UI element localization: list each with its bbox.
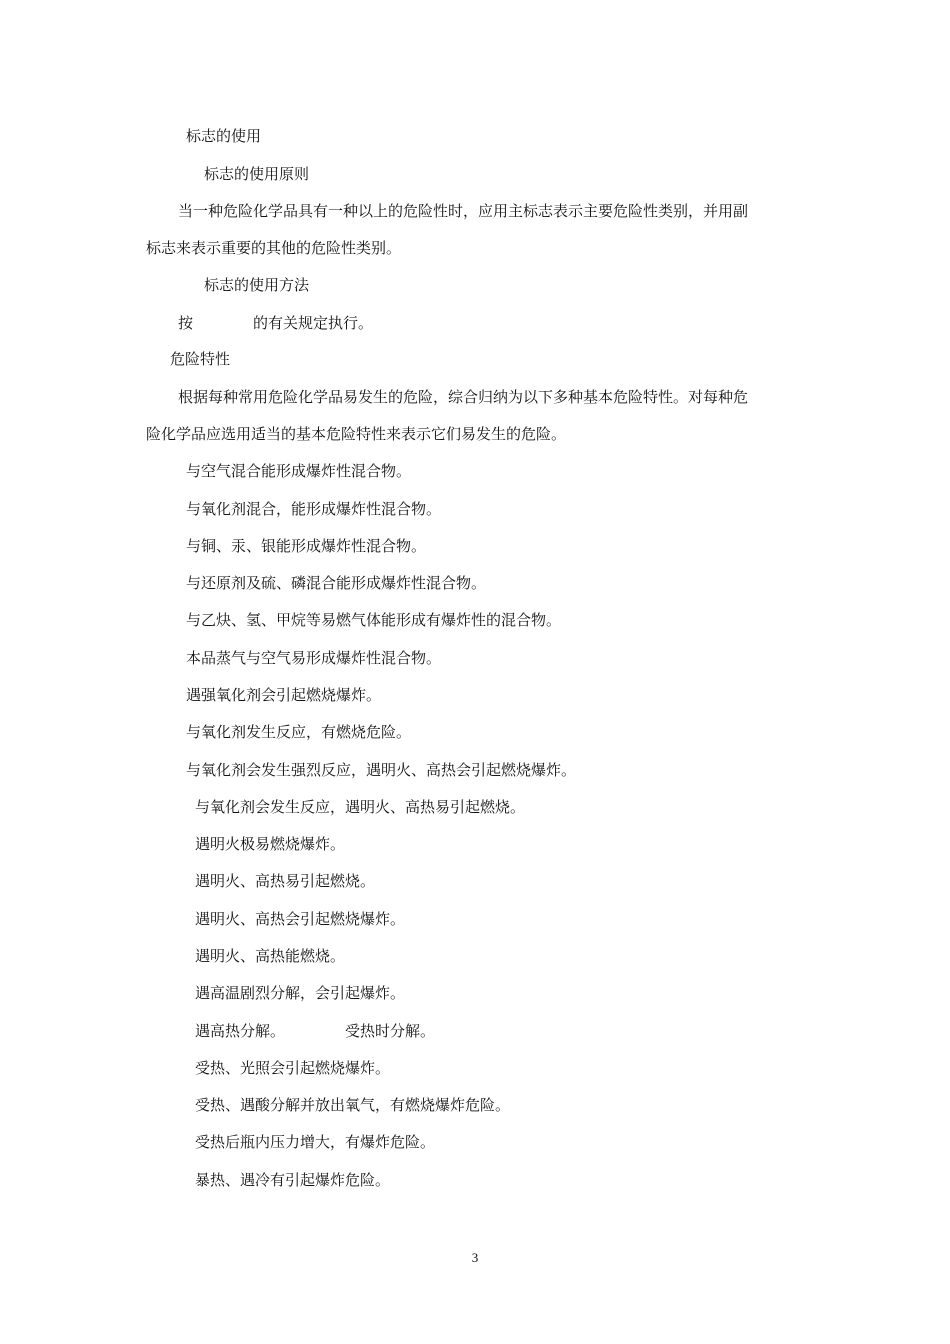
paragraph-principle-line-2: 标志来表示重要的其他的危险性类别。 — [146, 239, 402, 257]
hazard-item: 遇高热分解。 — [195, 1022, 286, 1040]
hazard-item: 与还原剂及硫、磷混合能形成爆炸性混合物。 — [186, 574, 487, 592]
paragraph-hazard-line-1: 根据每种常用危险化学品易发生的危险，综合归纳为以下多种基本危险特性。对每种危 — [178, 388, 749, 406]
hazard-item: 与氧化剂会发生强烈反应，遇明火、高热会引起燃烧爆炸。 — [186, 761, 577, 779]
hazard-item: 与氧化剂发生反应，有燃烧危险。 — [186, 723, 412, 741]
hazard-item: 遇明火、高热会引起燃烧爆炸。 — [195, 910, 406, 928]
hazard-item: 本品蒸气与空气易形成爆炸性混合物。 — [186, 649, 442, 667]
hazard-item: 与氧化剂会发生反应，遇明火、高热易引起燃烧。 — [195, 798, 526, 816]
hazard-item: 暴热、遇冷有引起爆炸危险。 — [195, 1171, 391, 1189]
page-number: 3 — [471, 1250, 479, 1265]
paragraph-method — [178, 313, 373, 333]
hazard-item: 受热、光照会引起燃烧爆炸。 — [195, 1059, 391, 1077]
section-heading-hazard: 危险特性 — [170, 350, 231, 368]
method-prefix: 按 — [178, 314, 194, 332]
hazard-item: 遇明火、高热易引起燃烧。 — [195, 872, 376, 890]
hazard-item: 与铜、汞、银能形成爆炸性混合物。 — [186, 537, 427, 555]
hazard-item: 受热后瓶内压力增大，有爆炸危险。 — [195, 1133, 436, 1151]
subheading-method: 标志的使用方法 — [204, 276, 310, 294]
hazard-item: 遇高温剧烈分解，会引起爆炸。 — [195, 984, 406, 1002]
hazard-item: 受热、遇酸分解并放出氧气，有燃烧爆炸危险。 — [195, 1096, 511, 1114]
subheading-principle: 标志的使用原则 — [204, 165, 310, 183]
paragraph-hazard-line-2: 险化学品应选用适当的基本危险特性来表示它们易发生的危险。 — [146, 425, 567, 443]
hazard-item: 受热时分解。 — [345, 1022, 436, 1040]
section-heading-usage: 标志的使用 — [186, 127, 262, 145]
hazard-item: 遇强氧化剂会引起燃烧爆炸。 — [186, 686, 382, 704]
hazard-item: 遇明火极易燃烧爆炸。 — [195, 835, 346, 853]
hazard-item: 与空气混合能形成爆炸性混合物。 — [186, 462, 412, 480]
hazard-item: 与乙炔、氢、甲烷等易燃气体能形成有爆炸性的混合物。 — [186, 611, 562, 629]
hazard-item: 遇明火、高热能燃烧。 — [195, 947, 346, 965]
hazard-item-pair — [195, 1021, 435, 1041]
paragraph-principle-line-1: 当一种危险化学品具有一种以上的危险性时，应用主标志表示主要危险性类别，并用副 — [178, 202, 749, 220]
method-suffix: 的有关规定执行。 — [253, 314, 374, 332]
hazard-item: 与氧化剂混合，能形成爆炸性混合物。 — [186, 500, 442, 518]
